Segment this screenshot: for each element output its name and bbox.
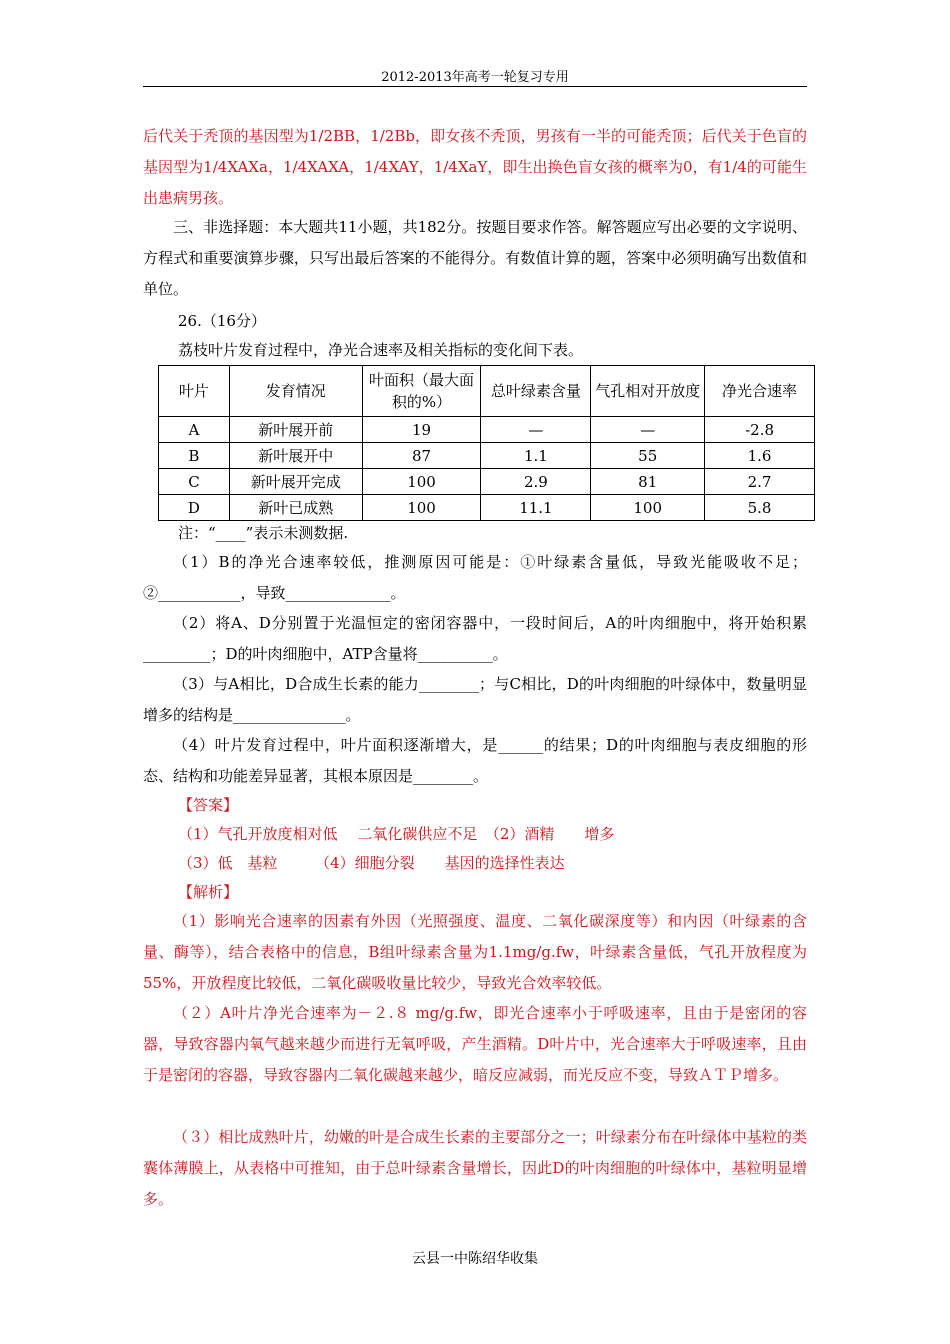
answer-line-2: （3）低 基粒 （4）细胞分裂 基因的选择性表达 — [178, 854, 565, 872]
answer-line-1: （1）气孔开放度相对低 二氧化碳供应不足 （2）酒精 增多 — [178, 825, 615, 843]
answer-title: 【答案】 — [178, 796, 239, 814]
section-3-instructions: 三、非选择题：本大题共11小题，共182分。按题目要求作答。解答题应写出必要的文字说明、方程式和重要演算步骤，只写出最后答案的不能得分。有数值计算的题，答案中必须明确写出数值和单位。 — [143, 218, 807, 298]
question-stem: 荔枝叶片发育过程中，净光合速率及相关指标的变化间下表。 — [178, 341, 584, 359]
table-cell: D — [159, 495, 230, 521]
table-cell: 100 — [591, 495, 705, 521]
data-table — [158, 365, 815, 521]
table-header-cell: 总叶绿素含量 — [481, 366, 591, 417]
table-cell: 100 — [362, 469, 481, 495]
intro-red-text: 后代关于秃顶的基因型为1/2BB，1/2Bb，即女孩不秃顶，男孩有一半的可能秃顶；后代关于色盲的基因型为1/4XAXa，1/4XAXA，1/4XAY，1/4XaY，即生出换色盲女孩的概率为0，有1/4的可能生出患病男孩。 — [143, 127, 807, 207]
table-cell: 新叶展开中 — [229, 443, 362, 469]
table-cell: 1.1 — [481, 443, 591, 469]
table-note: 注：“____”表示未测数据. — [178, 524, 349, 542]
table-cell: 5.8 — [705, 495, 815, 521]
table-cell: — — [591, 417, 705, 443]
table-cell: 新叶展开前 — [229, 417, 362, 443]
table-cell: A — [159, 417, 230, 443]
table-cell: — — [481, 417, 591, 443]
table-cell: 100 — [362, 495, 481, 521]
table-cell: 81 — [591, 469, 705, 495]
table-header-row — [159, 366, 815, 417]
table-row — [159, 495, 815, 521]
analysis-paragraph-2: （２）A叶片净光合速率为－２.８ mg/g.fw，即光合速率小于呼吸速率，且由于是密闭的容器，导致容器内氧气越来越少而进行无氧呼吸，产生酒精。D叶片中，光合速率大于呼吸速率，且由于是密闭的容器，导致容器内二氧化碳越来越少，暗反应减弱，而光反应不变，导致ＡＴＰ增多。 — [143, 1004, 807, 1084]
table-cell: 2.7 — [705, 469, 815, 495]
page-header: 2012-2013年高考一轮复习专用 — [381, 70, 569, 85]
table-row — [159, 443, 815, 469]
page-footer: 云县一中陈绍华收集 — [412, 1251, 538, 1267]
sub-question-1: （1）B的净光合速率较低，推测原因可能是：①叶绿素含量低，导致光能吸收不足；②___________，导致______________。 — [143, 553, 807, 602]
analysis-paragraph-3: （３）相比成熟叶片，幼嫩的叶是合成生长素的主要部分之一；叶绿素分布在叶绿体中基粒的类囊体薄膜上，从表格中可推知，由于总叶绿素含量增长，因此D的叶肉细胞的叶绿体中，基粒明显增多。 — [143, 1128, 807, 1208]
table-row — [159, 417, 815, 443]
table-header-cell: 叶片 — [159, 366, 230, 417]
table-cell: 2.9 — [481, 469, 591, 495]
sub-question-2: （2）将A、D分别置于光温恒定的密闭容器中，一段时间后，A的叶肉细胞中，将开始积累_________；D的叶肉细胞中，ATP含量将__________。 — [143, 614, 807, 663]
table-cell: B — [159, 443, 230, 469]
table-cell: 87 — [362, 443, 481, 469]
question-number: 26.（16分） — [178, 312, 266, 330]
table-cell: -2.8 — [705, 417, 815, 443]
header-rule — [143, 86, 807, 87]
table-cell: 11.1 — [481, 495, 591, 521]
table-cell: 19 — [362, 417, 481, 443]
analysis-title: 【解析】 — [178, 883, 239, 901]
table-cell: 1.6 — [705, 443, 815, 469]
analysis-paragraph-1: （1）影响光合速率的因素有外因（光照强度、温度、二氧化碳深度等）和内因（叶绿素的含量、酶等），结合表格中的信息，B组叶绿素含量为1.1mg/g.fw，叶绿素含量低，气孔开放程度为55%，开放程度比较低，二氧化碳吸收量比较少，导致光合效率较低。 — [143, 912, 807, 992]
table-cell: 55 — [591, 443, 705, 469]
table-row — [159, 469, 815, 495]
table-header-cell: 发育情况 — [229, 366, 362, 417]
table-cell: 新叶已成熟 — [229, 495, 362, 521]
sub-question-4: （4）叶片发育过程中，叶片面积逐渐增大，是______的结果；D的叶肉细胞与表皮细胞的形态、结构和功能差异显著，其根本原因是________。 — [143, 736, 807, 785]
sub-question-3: （3）与A相比，D合成生长素的能力________；与C相比，D的叶肉细胞的叶绿体中，数量明显增多的结构是_______________。 — [143, 675, 807, 724]
table-header-cell: 净光合速率 — [705, 366, 815, 417]
table-header-cell: 气孔相对开放度 — [591, 366, 705, 417]
table-cell: 新叶展开完成 — [229, 469, 362, 495]
table-header-cell: 叶面积（最大面积的%） — [362, 366, 481, 417]
table-cell: C — [159, 469, 230, 495]
